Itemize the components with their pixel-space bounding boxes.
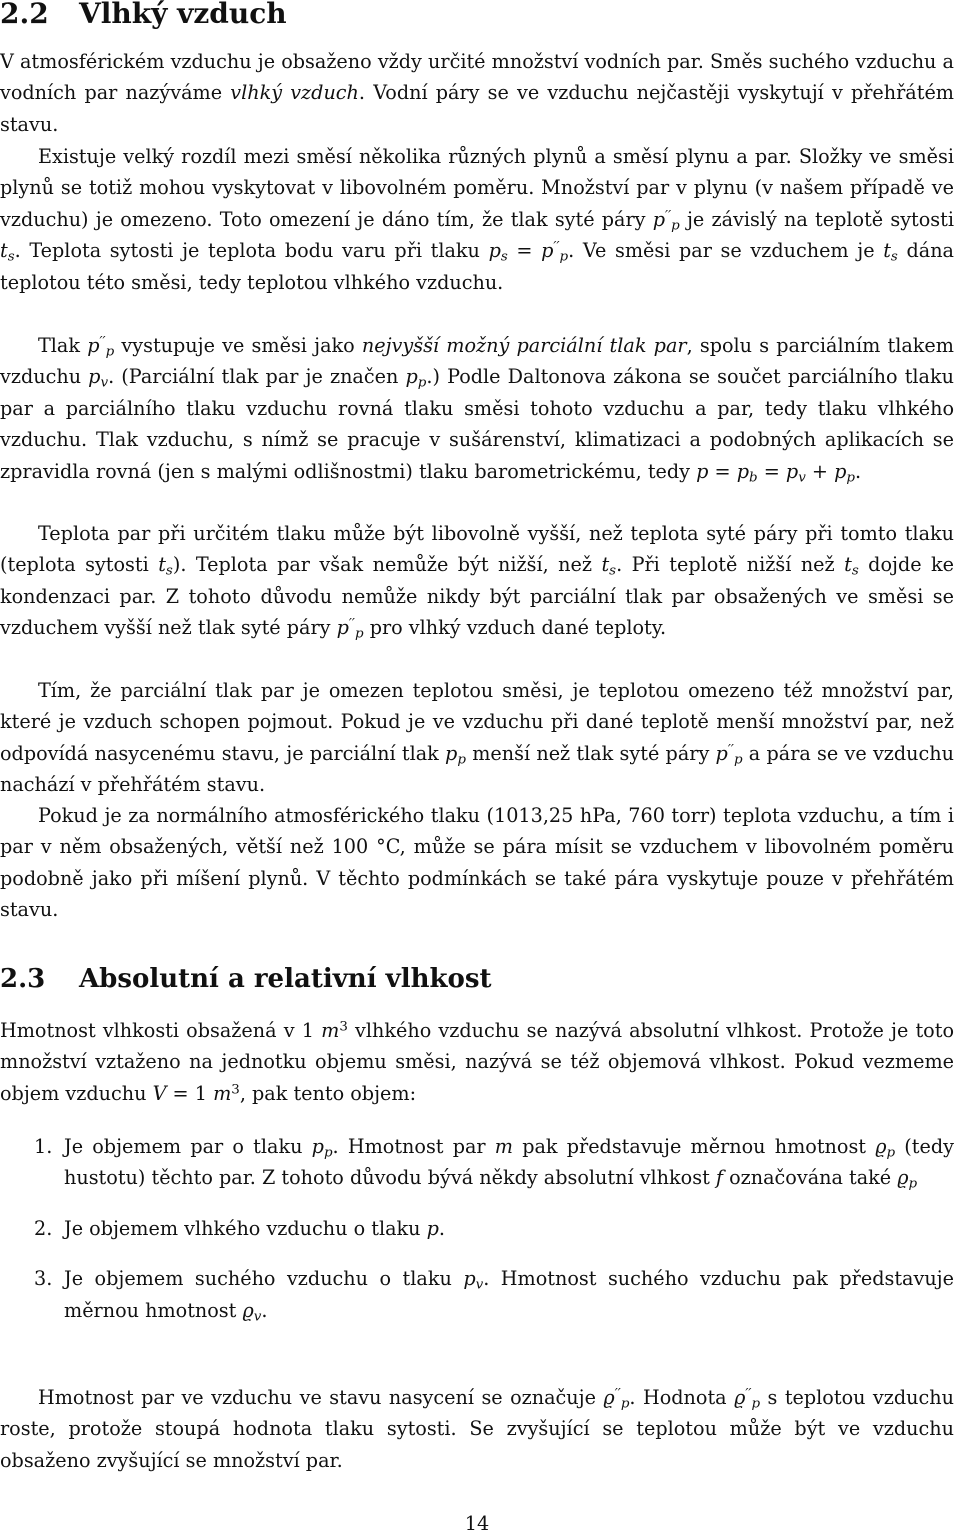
paragraph-vapor-temperature: Teplota par při určitém tlaku může být libovolně vyšší, než teplota syté páry při tomto tlaku (teplota sytosti $t_s$). Teplota par však nemůže být nižší, než $t_s$. Při teplotě nižší než $t_s$ dojde ke kondenzaci par. Z tohoto důvodu nemůže nikdy být parciální tlak par obsažených ve směsi se vzduchem vyšší než tlak syté páry $p''_p$ pro vlhký vzduch dané teploty. bbox=[0, 522, 955, 642]
symbol-pp: $p_p$ bbox=[405, 365, 427, 391]
unit-cubic-meter: $m^3$ bbox=[321, 1019, 348, 1042]
symbol-rho-p-dprime: $ϱ''_p$ bbox=[734, 1386, 761, 1412]
paragraph-normal-pressure: Pokud je za normálního atmosférického tlaku (1013,25 hPa, 760 torr) teplota vzduchu, a tím i par v něm obsažených, větší než 100 °C, může se pára mísit se vzduchem v libovolném poměru podobně jako při míšení plynů. V těchto podmínkách se také pára vyskytuje pouze v přehřátém stavu. bbox=[0, 804, 954, 922]
symbol-ts: $t_s$ bbox=[158, 553, 173, 579]
symbol-ts: $t_s$ bbox=[601, 553, 617, 579]
section-number: 2.3 bbox=[0, 964, 46, 994]
symbol-rho-v: $ϱ_v$ bbox=[242, 1298, 262, 1324]
symbol-pp-dprime: $p''_p$ bbox=[715, 741, 743, 768]
list-marker: 2. bbox=[34, 1216, 53, 1240]
symbol-f: f bbox=[715, 1166, 723, 1190]
symbol-ts: $t_s$ bbox=[883, 239, 898, 265]
symbol-p: p bbox=[426, 1216, 439, 1240]
paragraph-absolute-humidity: Hmotnost vlhkosti obsažená v 1 $m^3$ vlhkého vzduchu se nazývá absolutní vlhkost. Protože je toto množství vztaženo na jednotku objemu směsi, nazývá se též objemová vlhkost. Pokud vezmeme objem vzduchu V = 1 $m^3$, pak tento objem: bbox=[0, 1019, 955, 1105]
section-heading-2-3 bbox=[0, 962, 960, 996]
symbol-pp: $p_p$ bbox=[445, 741, 466, 768]
page-number: 14 bbox=[464, 1512, 490, 1535]
list-marker: 3. bbox=[34, 1267, 53, 1291]
paragraph-saturation: Hmotnost par ve vzduchu ve stavu nasycení se označuje $ϱ''_p$. Hodnota $ϱ''_p$ s teplotou vzduchu roste, protože stoupá hodnota tlaku sytosti. Se zvyšující se teplotou může být ve vzduchu obsaženo zvyšující se množství par. bbox=[0, 1386, 954, 1472]
section-heading-2-2 bbox=[0, 0, 960, 31]
symbol-m: m bbox=[494, 1135, 513, 1158]
section-number: 2.2 bbox=[0, 0, 49, 30]
symbol-pv: $p_v$ bbox=[88, 365, 109, 391]
symbol-rho-p: $ϱ_p$ bbox=[897, 1166, 918, 1192]
paragraph-partial-pressure: Tlak $p''_p$ vystupuje ve směsi jako nejvyšší možný parciální tlak par, spolu s parciálním tlakem vzduchu $p_v$. (Parciální tlak par je značen $p_p$.) Podle Daltonova zákona se součet parciálního tlaku par a parciálního tlaku vzduchu rovná tlaku směsi tohoto vzduchu a par, tedy tlaku vlhkého vzduchu. Tlak vzduchu, s nímž se pracuje v sušárenství, klimatizaci a podobných aplikacích se zpravidla rovná (jen s malými odlišnostmi) tlaku barometrickému, tedy $p = p_b = p_v + p_p$. bbox=[0, 334, 954, 485]
symbol-pp-dprime: $p''_p$ bbox=[336, 616, 364, 642]
paragraph-intro: V atmosférickém vzduchu je obsaženo vždy určité množství vodních par. Směs suchého vzduchu a vodních par nazýváme vlhký vzduch. Vodní páry se ve vzduchu nejčastěji vyskytují v přehřátém stavu. bbox=[0, 50, 955, 136]
symbol-pp-dprime: $p''_p$ bbox=[652, 207, 680, 234]
list-item: 3. Je objemem suchého vzduchu o tlaku $p_v$. Hmotnost suchého vzduchu pak představuje měrnou hmotnost $ϱ_v$. bbox=[0, 1263, 954, 1326]
paragraph-mixtures: Existuje velký rozdíl mezi směsí několika různých plynů a směsí plynu a par. Složky ve směsi plynů se totiž mohou vyskytovat v libovolném poměru. Množství par v plynu (v našem případě ve vzduchu) je omezeno. Toto omezení je dáno tím, že tlak syté páry $p''_p$ je závislý na teplotě sytosti $t_s$. Teplota sytosti je teplota bodu varu při tlaku $p_s = p''_p$. Ve směsi par se vzduchem je $t_s$ dána teplotou této směsi, tedy teplotou vlhkého vzduchu. bbox=[0, 145, 954, 294]
list-item: 1. Je objemem par o tlaku $p_p$. Hmotnost par m pak představuje měrnou hmotnost $ϱ_p$ (tedy hustotu) těchto par. Z tohoto důvodu bývá někdy absolutní vlhkost f označována také $ϱ_p$ bbox=[0, 1131, 954, 1194]
term-max-partial-pressure: nejvyšší možný parciální tlak par bbox=[361, 334, 687, 357]
symbol-ts: $t_s$ bbox=[0, 239, 15, 265]
section-title: Vlhký vzduch bbox=[79, 0, 287, 30]
symbol-ts: $t_s$ bbox=[844, 553, 859, 579]
equation-barometric: $p = p_b = p_v + p_p$ bbox=[696, 459, 855, 485]
paragraph-vapor-amount: Tím, že parciální tlak par je omezen teplotou směsi, je teplotou omezeno též množství par, které je vzduch schopen pojmout. Pokud je ve vzduchu při dané teplotě menší množství par, než odpovídá nasycenému stavu, je parciální tlak $p_p$ menší než tlak syté páry $p''_p$ a pára se ve vzduchu nachází v přehřátém stavu. bbox=[0, 679, 954, 797]
equation-v-1m3: V = 1 $m^3$ bbox=[152, 1081, 240, 1105]
symbol-pv: $p_v$ bbox=[463, 1267, 484, 1293]
symbol-pp: $p_p$ bbox=[311, 1135, 333, 1161]
list-item: 2. Je objemem vlhkého vzduchu o tlaku p. bbox=[0, 1213, 954, 1244]
term-vlhky-vzduch: vlhký vzduch bbox=[230, 81, 359, 105]
list-marker: 1. bbox=[34, 1135, 53, 1158]
symbol-rho-p: $ϱ_p$ bbox=[875, 1135, 896, 1161]
equation-ps-pp: $p_s = p''_p$ bbox=[488, 239, 569, 265]
symbol-rho-p-dprime: $ϱ''_p$ bbox=[603, 1386, 630, 1412]
symbol-pp-dprime: $p''_p$ bbox=[87, 334, 115, 360]
volume-interpretation-list bbox=[0, 1131, 954, 1326]
section-title: Absolutní a relativní vlhkost bbox=[79, 964, 492, 994]
